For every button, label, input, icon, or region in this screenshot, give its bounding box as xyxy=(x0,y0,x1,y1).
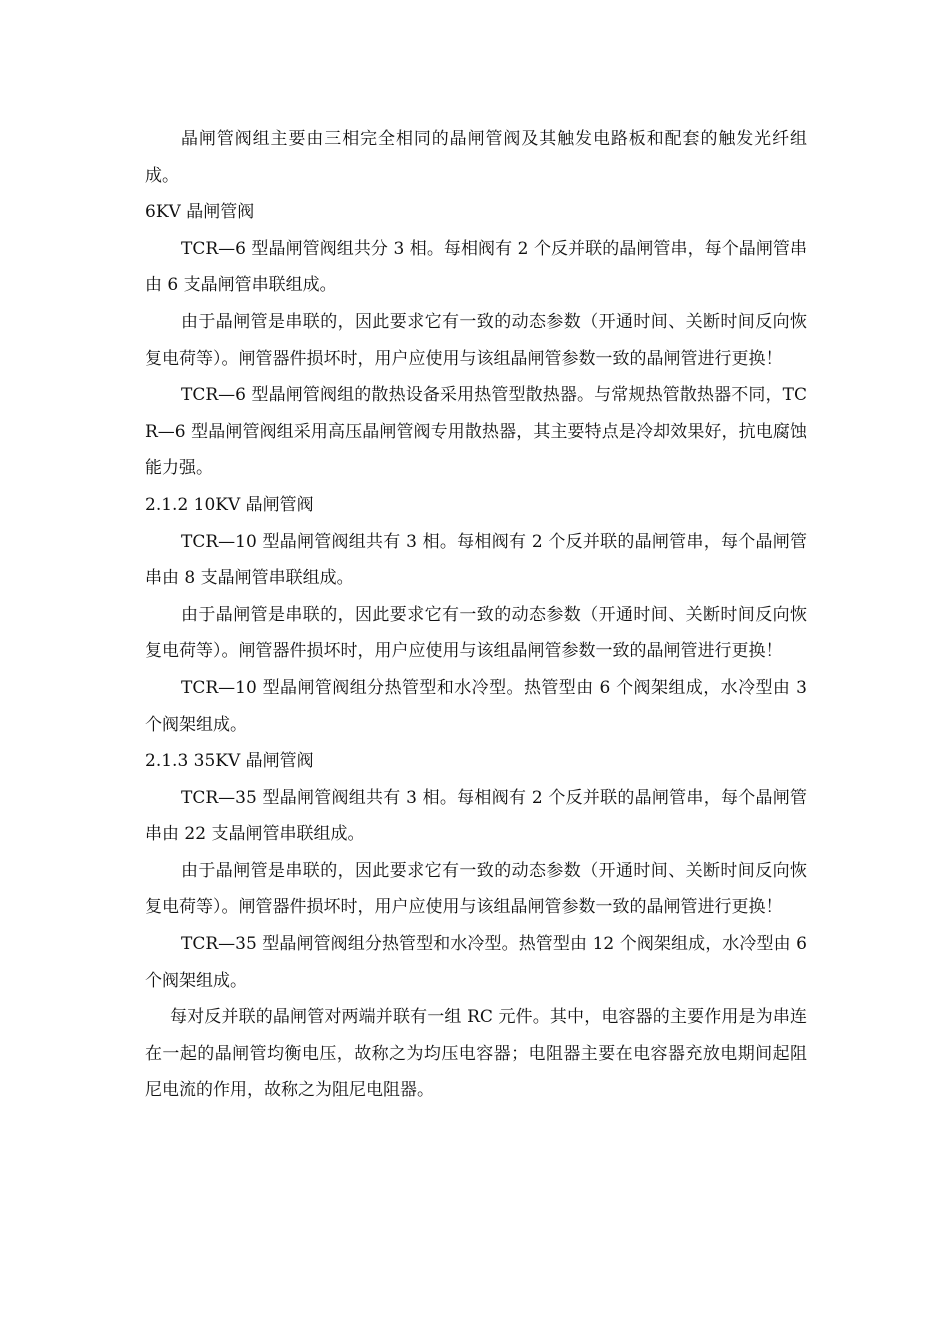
heading-10kv-valve: 2.1.2 10KV 晶闸管阀 xyxy=(145,494,314,515)
paragraph-tcr6-structure: TCR—6 型晶闸管阀组共分 3 相。每相阀有 2 个反并联的晶闸管串，每个晶闸管串由 6 支晶闸管串联组成。 xyxy=(145,238,807,296)
paragraph-tcr35-structure: TCR—35 型晶闸管阀组共有 3 相。每相阀有 2 个反并联的晶闸管串，每个晶闸管串由 22 支晶闸管串联组成。 xyxy=(145,787,807,845)
paragraph-tcr6-cooling: TCR—6 型晶闸管阀组的散热设备采用热管型散热器。与常规热管散热器不同，TCR—6 型晶闸管阀组采用高压晶闸管阀专用散热器，其主要特点是冷却效果好，抗电腐蚀能力强。 xyxy=(145,385,807,479)
paragraph-rc-elements: 每对反并联的晶闸管对两端并联有一组 RC 元件。其中，电容器的主要作用是为串连在一起的晶闸管均衡电压，故称之为均压电容器；电阻器主要在电容器充放电期间起阻尼电流的作用，故称之为阻尼电阻器。 xyxy=(145,1007,807,1101)
document-body xyxy=(145,121,807,1109)
paragraph-tcr10-replacement: 由于晶闸管是串联的，因此要求它有一致的动态参数（开通时间、关断时间反向恢复电荷等）。闸管器件损坏时，用户应使用与该组晶闸管参数一致的晶闸管进行更换！ xyxy=(145,604,807,662)
paragraph-tcr10-cooling: TCR—10 型晶闸管阀组分热管型和水冷型。热管型由 6 个阀架组成，水冷型由 3 个阀架组成。 xyxy=(145,677,807,735)
paragraph-tcr35-replacement: 由于晶闸管是串联的，因此要求它有一致的动态参数（开通时间、关断时间反向恢复电荷等）。闸管器件损坏时，用户应使用与该组晶闸管参数一致的晶闸管进行更换！ xyxy=(145,860,807,918)
heading-6kv-valve: 6KV 晶闸管阀 xyxy=(145,202,255,223)
paragraph-tcr10-structure: TCR—10 型晶闸管阀组共有 3 相。每相阀有 2 个反并联的晶闸管串，每个晶闸管串由 8 支晶闸管串联组成。 xyxy=(145,531,807,589)
heading-35kv-valve: 2.1.3 35KV 晶闸管阀 xyxy=(145,751,314,772)
paragraph-tcr6-replacement: 由于晶闸管是串联的，因此要求它有一致的动态参数（开通时间、关断时间反向恢复电荷等）。闸管器件损坏时，用户应使用与该组晶闸管参数一致的晶闸管进行更换！ xyxy=(145,311,807,369)
paragraph-tcr35-cooling: TCR—35 型晶闸管阀组分热管型和水冷型。热管型由 12 个阀架组成，水冷型由 6 个阀架组成。 xyxy=(145,934,807,991)
paragraph-intro: 晶闸管阀组主要由三相完全相同的晶闸管阀及其触发电路板和配套的触发光纤组成。 xyxy=(145,129,807,186)
